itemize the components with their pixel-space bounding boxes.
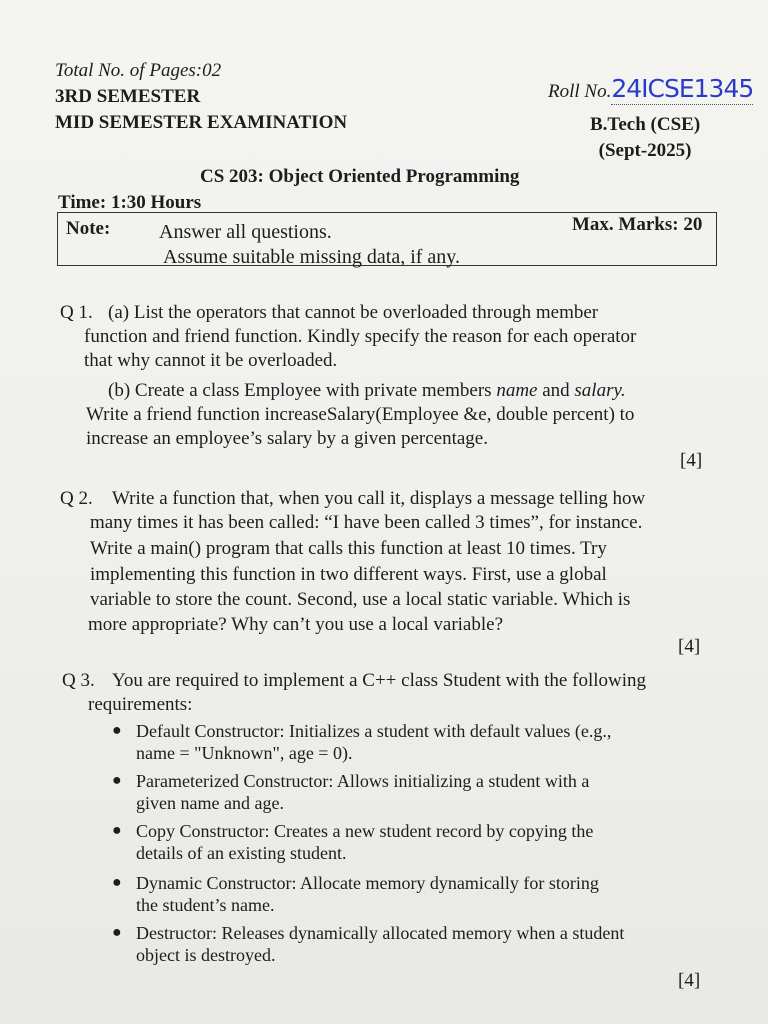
q3-bullet: ● Destructor: Releases dynamically allocated memory when a student object is destroyed. — [112, 923, 625, 965]
q2-marks: [4] — [678, 636, 701, 657]
q1-b-line: increase an employee’s salary by a given percentage. — [86, 428, 488, 449]
q3-bullet: ● Parameterized Constructor: Allows initializing a student with a given name and age. — [112, 771, 590, 813]
q2-number: Q 2. — [60, 488, 93, 509]
q3-bullet: ● Dynamic Constructor: Allocate memory dynamically for storing the student’s name. — [112, 873, 599, 915]
bullet-dot-icon: ● — [112, 822, 122, 839]
q2-line: Write a main() program that calls this function at least 10 times. Try — [90, 538, 607, 559]
q1-b-line: (b) Create a class Employee with private members name and salary. — [108, 380, 626, 401]
course-title: CS 203: Object Oriented Programming — [200, 166, 520, 187]
exam-title: MID SEMESTER EXAMINATION — [55, 112, 348, 133]
note-line-2: Assume suitable missing data, if any. — [163, 246, 460, 268]
q3-bullet: ● Default Constructor: Initializes a student with default values (e.g., name = "Unknown", age = 0). — [112, 721, 612, 763]
bullet-dot-icon: ● — [112, 772, 122, 789]
q1-marks: [4] — [680, 450, 703, 471]
q1-a-line: function and friend function. Kindly specify the reason for each operator — [84, 326, 637, 347]
q3-bullet: ● Copy Constructor: Creates a new student record by copying the details of an existing student. — [112, 821, 594, 863]
roll-number — [548, 74, 753, 103]
session: (Sept-2025) — [598, 140, 692, 161]
q3-intro: requirements: — [88, 694, 193, 715]
bullet-dot-icon: ● — [112, 874, 122, 891]
q1-b-line: Write a friend function increaseSalary(Employee &e, double percent) to — [86, 404, 635, 425]
q2-line: Write a function that, when you call it, displays a message telling how — [112, 488, 646, 509]
q3-marks: [4] — [678, 970, 701, 991]
q2-line: implementing this function in two different ways. First, use a global — [90, 564, 607, 585]
bullet-dot-icon: ● — [112, 924, 122, 941]
roll-label: Roll No. — [548, 81, 612, 102]
header-left — [55, 58, 347, 136]
q3-intro: You are required to implement a C++ class Student with the following — [112, 670, 647, 691]
note-label: Note: — [66, 218, 111, 239]
q3-number: Q 3. — [62, 670, 95, 691]
max-marks: Max. Marks: 20 — [572, 214, 703, 235]
q2-line: more appropriate? Why can’t you use a local variable? — [88, 614, 504, 635]
total-pages: Total No. of Pages:02 — [55, 60, 222, 81]
q2-line: many times it has been called: “I have been called 3 times”, for instance. — [90, 512, 643, 533]
q1-a-line: (a) List the operators that cannot be overloaded through member — [108, 302, 599, 323]
exam-time: Time: 1:30 Hours — [58, 192, 202, 213]
bullet-dot-icon: ● — [112, 722, 122, 739]
roll-value: 24ICSE1345 — [611, 74, 754, 103]
q2-line: variable to store the count. Second, use a local static variable. Which is — [90, 589, 631, 610]
programme-block — [590, 112, 700, 164]
q1-number: Q 1. — [60, 302, 93, 323]
programme: B.Tech (CSE) — [590, 114, 701, 135]
semester: 3RD SEMESTER — [55, 86, 201, 107]
q1-a-line: that why cannot it be overloaded. — [84, 350, 338, 371]
note-line-1: Answer all questions. — [159, 221, 332, 243]
